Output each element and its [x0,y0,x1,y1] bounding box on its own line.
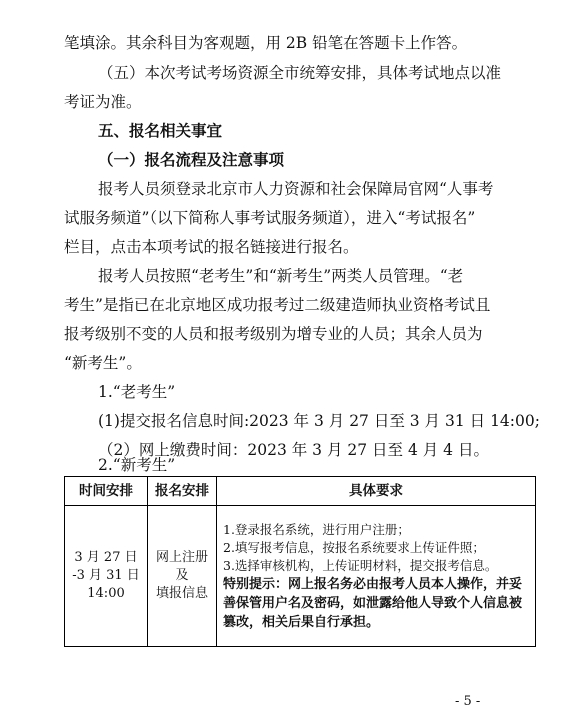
time-line: -3 月 31 日 [72,568,140,583]
paragraph-line: （五）本次考试考场资源全市统筹安排，具体考试地点以准 [98,64,502,82]
page-number: - 5 - [455,694,481,709]
table-header-requirements: 具体要求 [217,477,536,506]
table-cell-item [148,506,217,647]
requirement-item: 1.登录报名系统，进行用户注册； [223,521,410,537]
table-header-time: 时间安排 [65,477,148,506]
paragraph-line: 试服务频道”（以下简称人事考试服务频道），进入“考试报名” [64,209,476,227]
item-line: 填报信息 [155,586,208,601]
paragraph-line: “新考生”。 [64,354,142,372]
list-item: (1)提交报名信息时间:2023 年 3 月 27 日至 3 月 31 日 14:00; [98,412,540,430]
list-heading: 2.“新考生” [98,456,176,474]
table-cell-time [65,506,148,647]
paragraph-line: 栏目，点击本项考试的报名链接进行报名。 [64,238,359,256]
list-heading: 1.“老考生” [98,383,176,401]
time-line: 14:00 [87,586,125,601]
item-line: 网上注册 [155,550,208,565]
paragraph-line: 考生”是指已在北京地区成功报考过二级建造师执业资格考试且 [64,296,491,314]
item-line: 及 [175,568,189,583]
paragraph-line: 报考人员须登录北京市人力资源和社会保障局官网“人事考 [98,180,494,198]
list-item: （2）网上缴费时间：2023 年 3 月 27 日至 4 月 4 日。 [98,441,489,459]
paragraph-line: 考证为准。 [64,93,142,111]
table-header-item: 报名安排 [148,477,217,506]
section-heading: 五、报名相关事宜 [98,121,223,140]
subsection-heading: （一）报名流程及注意事项 [98,150,285,169]
paragraph-line: 报考级别不变的人员和报考级别为增专业的人员；其余人员为 [64,325,483,343]
paragraph-line: 笔填涂。其余科目为客观题，用 2B 铅笔在答题卡上作答。 [64,34,468,52]
table-header-row [65,477,536,506]
time-line: 3 月 27 日 [74,550,138,565]
table-cell-requirements [217,506,536,647]
table-row [65,506,536,647]
schedule-table [64,476,536,647]
requirement-item: 3.选择审核机构，上传证明材料，提交报考信息。 [223,557,498,573]
special-notice: 特别提示：网上报名务必由报考人员本人操作，并妥善保管用户名及密码，如泄露给他人导致个人信息被篡改，相关后果自行承担。 [223,576,523,630]
requirement-item: 2.填写报考信息，按报名系统要求上传证件照； [223,539,485,555]
paragraph-line: 报考人员按照“老考生”和“新考生”两类人员管理。“老 [98,267,464,285]
